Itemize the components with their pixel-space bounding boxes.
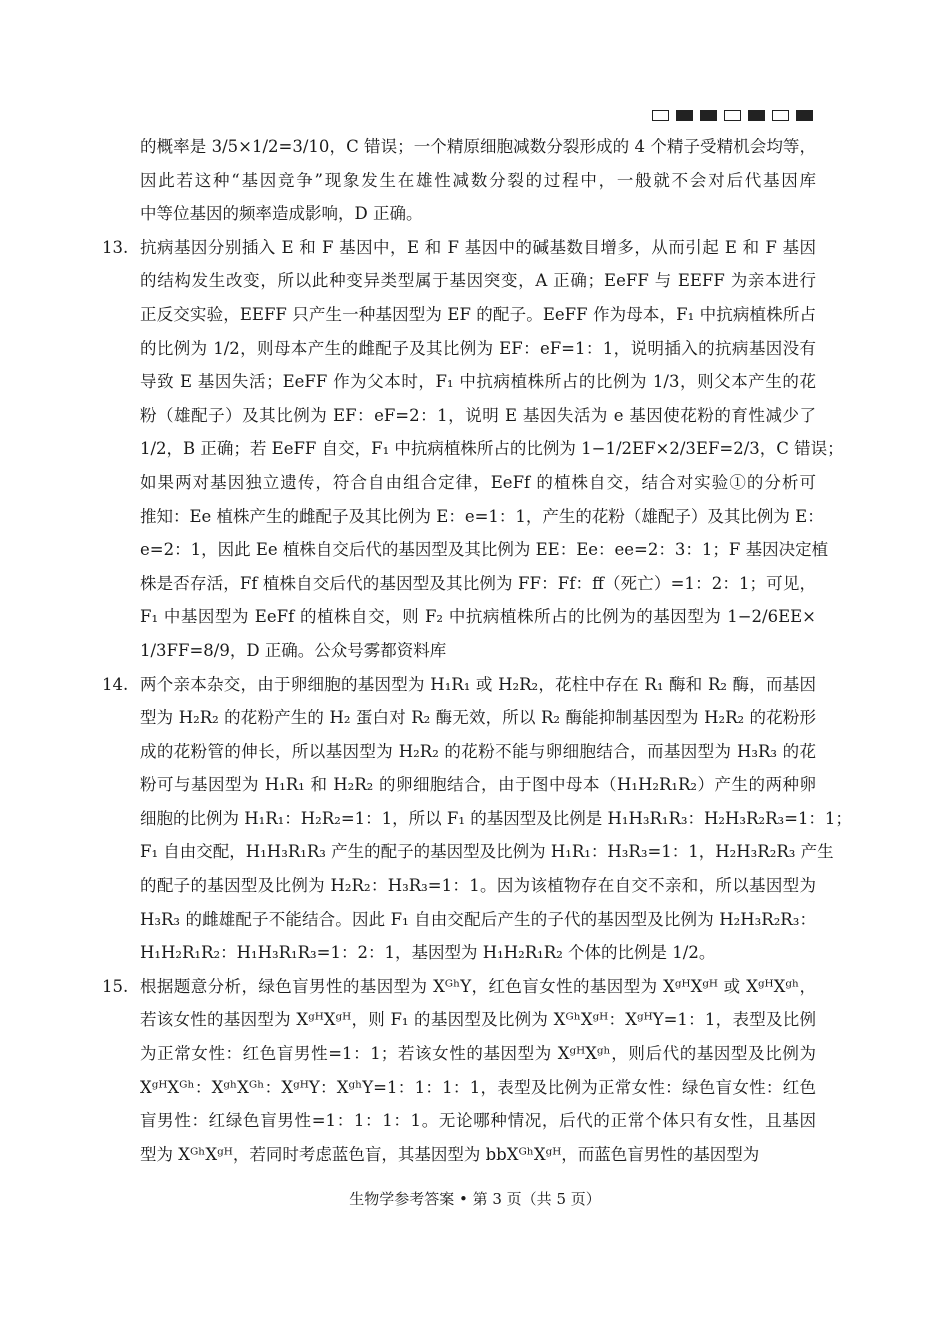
- answer-item: [102, 668, 852, 970]
- item-number: 14.: [102, 674, 129, 694]
- answer-item: [102, 970, 816, 1172]
- page-footer: 生物学参考答案 • 第 3 页（共 5 页）: [349, 1190, 601, 1208]
- header-mark: [700, 110, 717, 121]
- text-line: 1/2，B 正确；若 EeFF 自交，F₁ 中抗病植株所占的比例为 1−1/2EF×2/3EF=2/3，C 错误；: [140, 439, 844, 459]
- header-mark: [724, 110, 741, 121]
- text-line: 正反交实验，EEFF 只产生一种基因型为 EF 的配子。EeFF 作为母本，F₁ 中抗病植株所占: [140, 304, 816, 324]
- text-line: e=2：1，因此 Ee 植株自交后代的基因型及其比例为 EE：Ee：ee=2：3：1；F 基因决定植: [140, 540, 829, 560]
- text-line: 根据题意分析，绿色盲男性的基因型为 XᴳʰY，红色盲女性的基因型为 XᵍᴴXᵍᴴ 或 XᵍᴴXᵍʰ，: [140, 976, 816, 996]
- text-line: 粉可与基因型为 H₁R₁ 和 H₂R₂ 的卵细胞结合，由于图中母本（H₁H₂R₁R₂）产生的两种卵: [140, 775, 816, 795]
- text-line: H₁H₂R₁R₂：H₁H₃R₁R₃=1：2：1，基因型为 H₁H₂R₁R₂ 个体的比例是 1/2。: [140, 943, 716, 963]
- header-mark: [676, 110, 693, 121]
- text-line: 两个亲本杂交，由于卵细胞的基因型为 H₁R₁ 或 H₂R₂，花柱中存在 R₁ 酶和 R₂ 酶，而基因: [140, 674, 816, 694]
- text-line: 细胞的比例为 H₁R₁：H₂R₂=1：1，所以 F₁ 的基因型及比例是 H₁H₃R₁R₃：H₂H₃R₂R₃=1：1；: [140, 808, 852, 828]
- text-line: 株是否存活，Ff 植株自交后代的基因型及其比例为 FF：Ff：ff（死亡）=1：2：1；可见，: [140, 573, 816, 593]
- text-line: XᵍᴴXᴳʰ：XᵍʰXᴳʰ：XᵍᴴY：XᵍʰY=1：1：1：1，表型及比例为正常女性：绿色盲女性：红色: [140, 1077, 816, 1097]
- header-mark: [748, 110, 765, 121]
- item-number: 15.: [102, 976, 129, 996]
- text-line: 导致 E 基因失活；EeFF 作为父本时，F₁ 中抗病植株所占的比例为 1/3，则父本产生的花: [140, 372, 816, 392]
- text-line: 粉（雄配子）及其比例为 EF：eF=2：1，说明 E 基因失活为 e 基因使花粉的育性减少了: [140, 405, 816, 425]
- text-line: 的结构发生改变，所以此种变异类型属于基因突变，A 正确；EeFF 与 EEFF 为亲本进行: [140, 271, 816, 291]
- header-mark: [772, 110, 789, 121]
- text-line: 的概率是 3/5×1/2=3/10，C 错误；一个精原细胞减数分裂形成的 4 个精子受精机会均等，: [140, 137, 816, 156]
- text-line: 若该女性的基因型为 XᵍᴴXᵍᴴ，则 F₁ 的基因型及比例为 XᴳʰXᵍᴴ：XᵍᴴY=1：1，表型及比例: [140, 1010, 816, 1030]
- text-line: 为正常女性：红色盲男性=1：1；若该女性的基因型为 XᵍᴴXᵍʰ，则后代的基因型及比例为: [140, 1044, 816, 1064]
- text-line: 推知：Ee 植株产生的雌配子及其比例为 E：e=1：1，产生的花粉（雄配子）及其比例为 E：: [140, 506, 824, 526]
- header-mark: [796, 110, 813, 121]
- item-number: 13.: [102, 237, 129, 257]
- text-line: 1/3FF=8/9，D 正确。公众号雾都资料库: [140, 640, 447, 660]
- text-line: 抗病基因分别插入 E 和 F 基因中，E 和 F 基因中的碱基数目增多，从而引起 E 和 F 基因: [140, 237, 816, 257]
- text-line: 因此若这种“基因竞争”现象发生在雄性减数分裂的过程中，一般就不会对后代基因库: [140, 170, 816, 190]
- continuation-paragraph: [140, 130, 816, 231]
- text-line: 的配子的基因型及比例为 H₂R₂：H₃R₃=1：1。因为该植物存在自交不亲和，所以基因型为: [140, 876, 816, 896]
- text-line: F₁ 中基因型为 EeFf 的植株自交，则 F₂ 中抗病植株所占的比例为的基因型为 1−2/6EE×: [140, 607, 816, 627]
- header-marks: [652, 110, 813, 121]
- header-mark: [652, 110, 669, 121]
- text-line: 型为 H₂R₂ 的花粉产生的 H₂ 蛋白对 R₂ 酶无效，所以 R₂ 酶能抑制基因型为 H₂R₂ 的花粉形: [140, 708, 816, 728]
- text-line: 型为 XᴳʰXᵍᴴ，若同时考虑蓝色盲，其基因型为 bbXᴳʰXᵍᴴ，而蓝色盲男性的基因型为: [140, 1144, 760, 1164]
- text-line: 盲男性：红绿色盲男性=1：1：1：1。无论哪种情况，后代的正常个体只有女性，且基因: [140, 1111, 816, 1131]
- text-line: 中等位基因的频率造成影响，D 正确。: [140, 204, 423, 224]
- text-line: 如果两对基因独立遗传，符合自由组合定律，EeFf 的植株自交，结合对实验①的分析可: [140, 472, 816, 492]
- text-line: 的比例为 1/2，则母本产生的雌配子及其比例为 EF：eF=1：1，说明插入的抗病基因没有: [140, 338, 816, 358]
- text-line: F₁ 自由交配，H₁H₃R₁R₃ 产生的配子的基因型及比例为 H₁R₁：H₃R₃=1：1，H₂H₃R₂R₃ 产生: [140, 842, 834, 862]
- page-body: [102, 130, 852, 1171]
- text-line: H₃R₃ 的雌雄配子不能结合。因此 F₁ 自由交配后产生的子代的基因型及比例为 H₂H₃R₂R₃：: [140, 909, 816, 929]
- answer-item: [102, 231, 844, 668]
- text-line: 成的花粉管的伸长，所以基因型为 H₂R₂ 的花粉不能与卵细胞结合，而基因型为 H₃R₃ 的花: [140, 741, 816, 761]
